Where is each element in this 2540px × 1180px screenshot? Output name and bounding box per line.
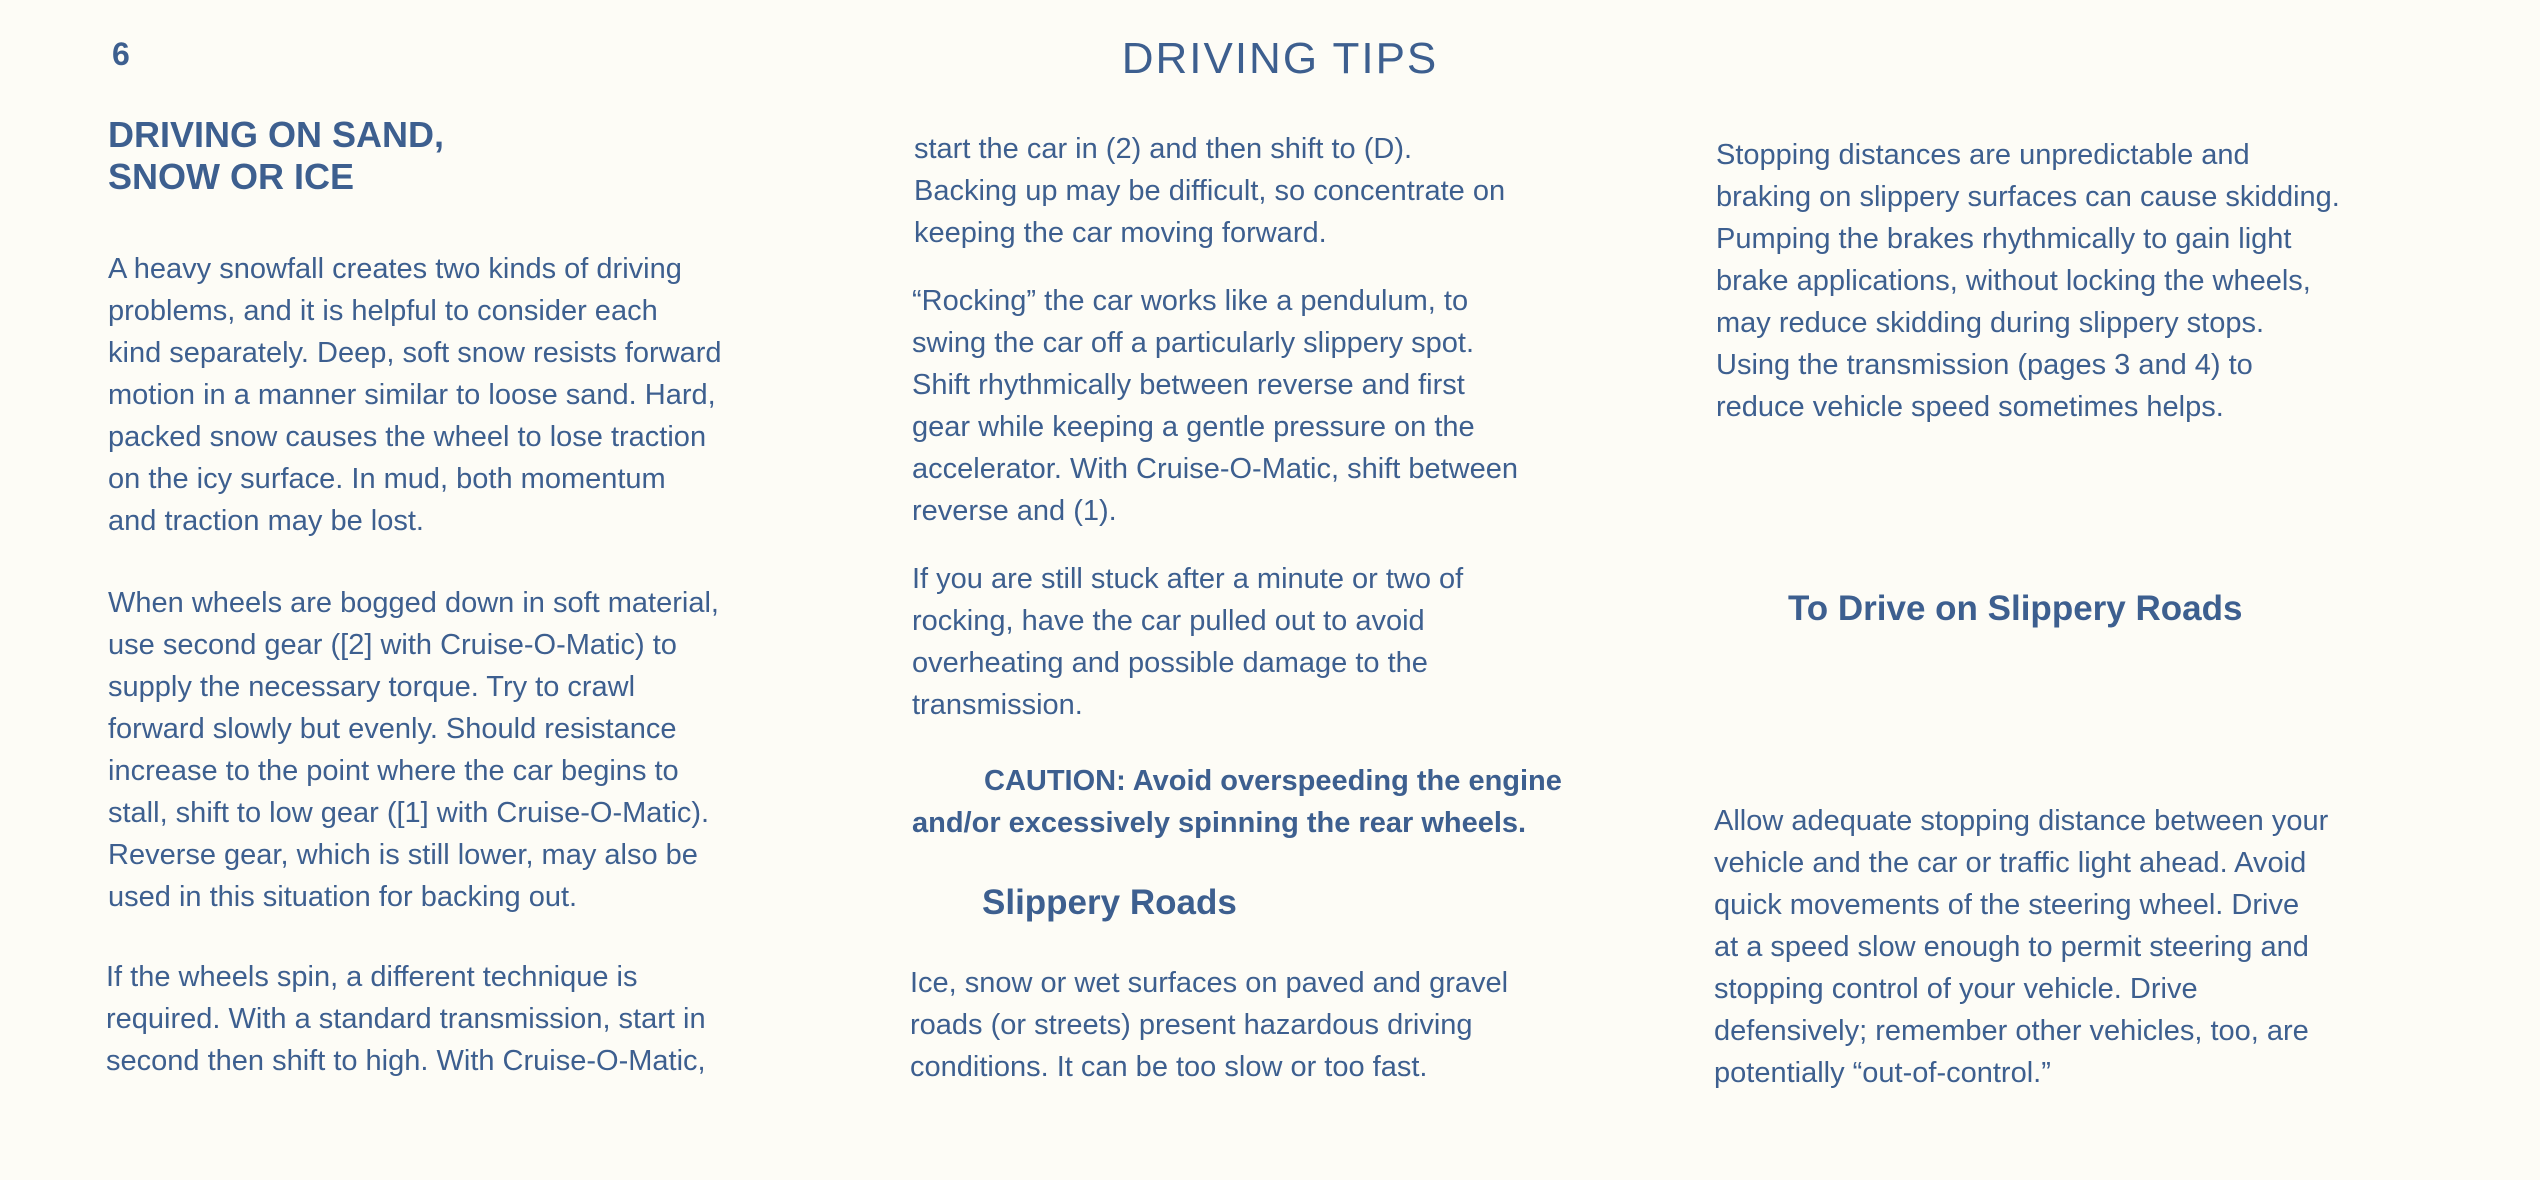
paragraph-rocking: “Rocking” the car works like a pendulum, to swing the car off a particularly slippery spot. Shift rhythmically between reverse and first gear while keeping a gentle pressure on the accelerator. With Cruise-O-Matic, shift between reverse and (1). [912,285,1518,527]
paragraph-wheels-spin: If the wheels spin, a different technique is required. With a standard transmission, start in second then shift to high. With Cruise-O-Matic, [106,961,706,1077]
paragraph-bogged-down: When wheels are bogged down in soft material, use second gear ([2] with Cruise-O-Matic) to supply the necessary torque. Try to crawl forward slowly but evenly. Should resistance increase to the point where the car begins to stall, shift to low gear ([1] with Cruise-O-Matic). Reverse gear, which is still lower, may also be used in this situation for backing out. [108,587,719,913]
paragraph-allow-distance: Allow adequate stopping distance between your vehicle and the car or traffic light ahead. Avoid quick movements of the steering wheel. Drive at a speed slow enough to permit steering and stopping control of your vehicle. Drive defensively; remember other vehicles, too, are potentially “out-of-control.” [1714,805,2329,1089]
paragraph-start-car: start the car in (2) and then shift to (D). Backing up may be difficult, so concentrate on keeping the car moving forward. [914,133,1506,249]
paragraph-still-stuck: If you are still stuck after a minute or two of rocking, have the car pulled out to avoid overheating and possible damage to the transmission. [912,563,1464,721]
caution-note: CAUTION: Avoid overspeeding the engine and/or excessively spinning the rear wheels. [912,765,1562,839]
paragraph-snowfall: A heavy snowfall creates two kinds of driving problems, and it is helpful to consider each kind separately. Deep, soft snow resists forward motion in a manner similar to loose sand. Hard, packed snow causes the wheel to lose traction on the icy surface. In mud, both momentum and traction may be lost. [108,253,722,537]
page-number: 6 [112,36,130,72]
paragraph-stopping-distances: Stopping distances are unpredictable and braking on slippery surfaces can cause skidding. Pumping the brakes rhythmically to gain light brake applications, without locking the wheels, may reduce skidding during slippery stops. Using the transmission (pages 3 and 4) to reduce vehicle speed sometimes helps. [1716,139,2340,423]
subheading-to-drive-on-slippery-roads: To Drive on Slippery Roads [1788,589,2243,628]
subheading-slippery-roads: Slippery Roads [982,883,1237,922]
section-title: DRIVING ON SAND, SNOW OR ICE [108,114,445,197]
page-header: DRIVING TIPS [1121,34,1439,83]
paragraph-slippery-conditions: Ice, snow or wet surfaces on paved and gravel roads (or streets) present hazardous driving conditions. It can be too slow or too fast. [910,967,1509,1083]
